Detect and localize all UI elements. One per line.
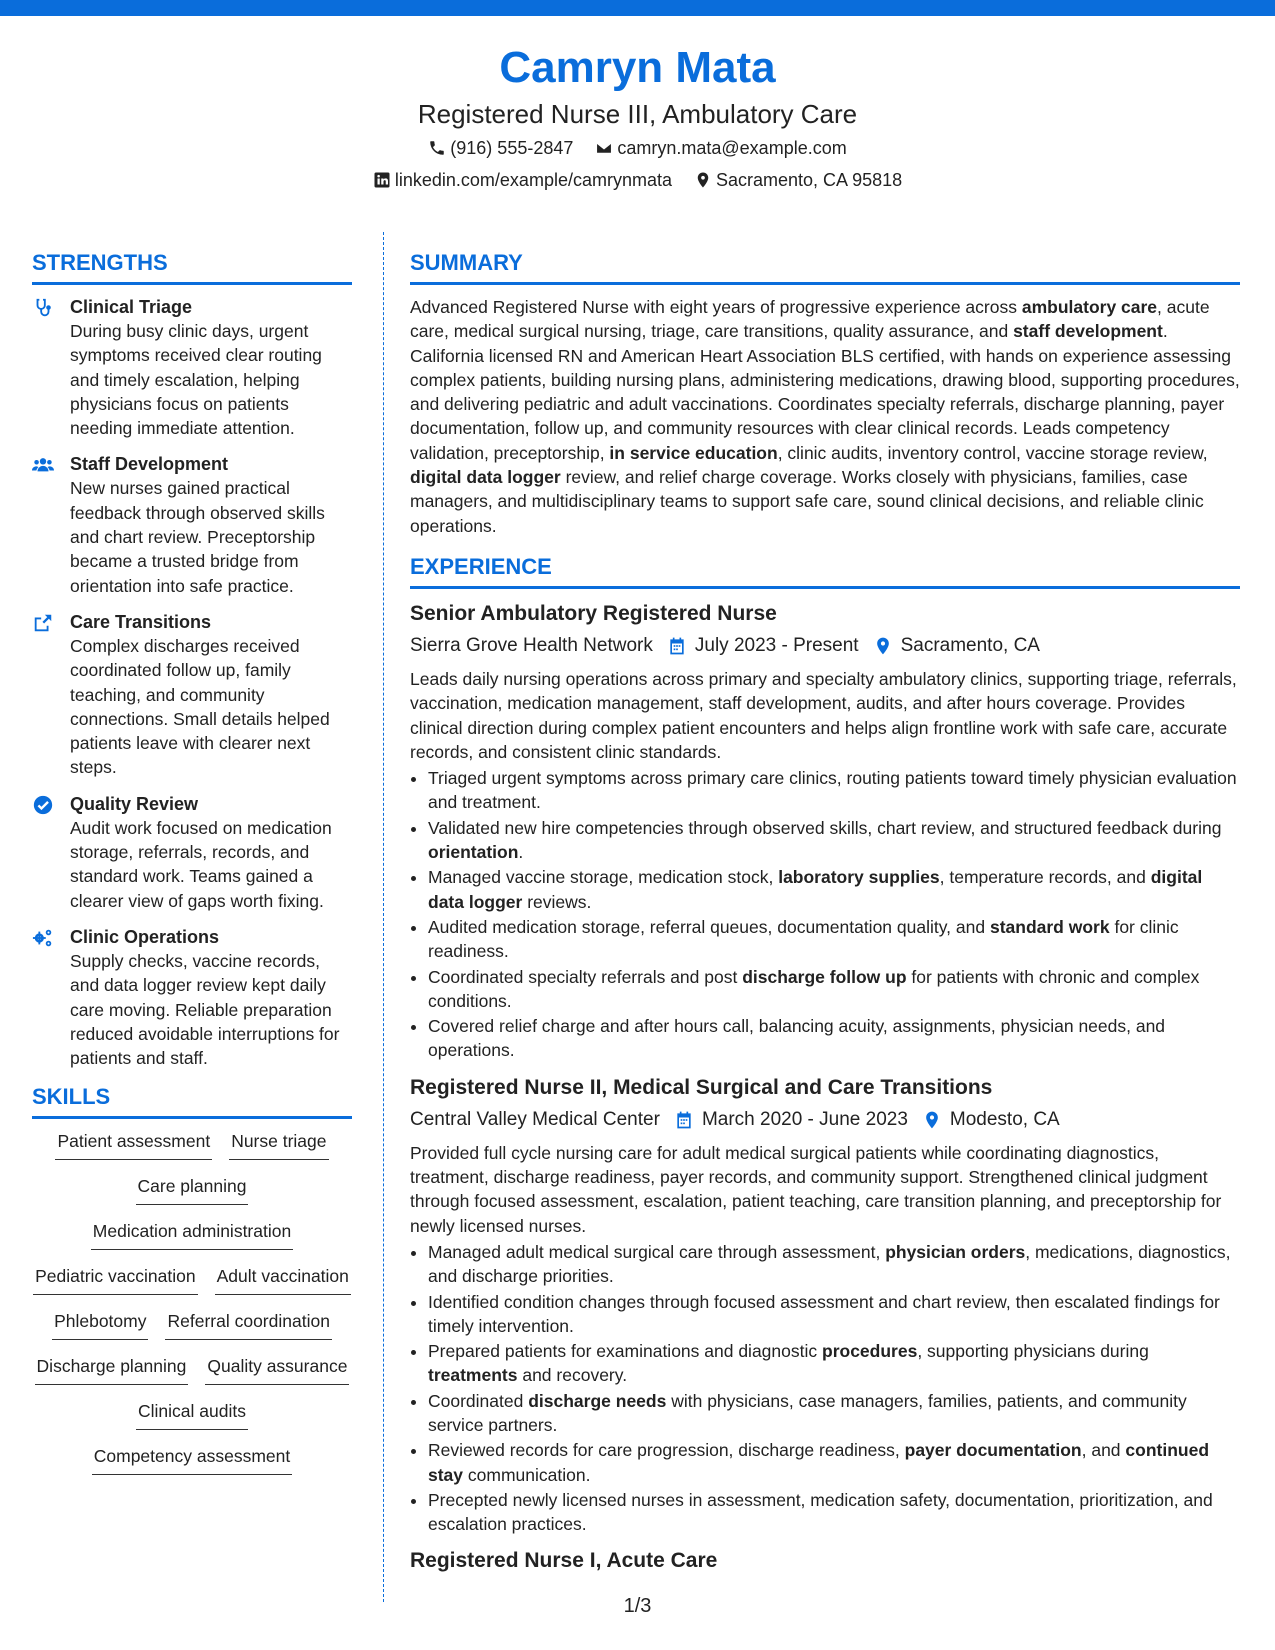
skill-tag: Discharge planning (35, 1354, 189, 1385)
strength-name: Staff Development (70, 454, 229, 475)
skill-tag: Competency assessment (92, 1444, 292, 1475)
strength-desc: Audit work focused on medication storage, referrals, records, and standard work. Teams gained a clearer view of gaps worth fixing. (70, 817, 332, 911)
bullet-item (428, 865, 1240, 914)
resume-header (0, 40, 1275, 196)
skill-tag: Care planning (136, 1174, 249, 1205)
bold-text: standard work (989, 916, 1110, 937)
job-description: Leads daily nursing operations across primary and specialty ambulatory clinics, supporting triage, referrals, vaccination, medication management, staff development, audits, and after hours coverage. Provides clinical direction during complex patient encounters and helps align frontline work with safe care, accurate records, and consistent clinic standards. (410, 668, 1237, 762)
text-run: and recovery. (517, 1365, 628, 1386)
bullet-item (428, 915, 1240, 964)
bold-text: discharge needs (528, 1390, 667, 1411)
text-run: for patients with chronic and complex conditions. (428, 966, 1200, 1011)
strength-item (32, 792, 352, 913)
job-bullets (410, 766, 1240, 1063)
job-title: Senior Ambulatory Registered Nurse (410, 601, 777, 625)
bold-text: orientation (428, 842, 519, 863)
gears-icon (32, 927, 54, 949)
summary-text (410, 295, 1240, 538)
right-column (410, 248, 1240, 1578)
job-location: Sacramento, CA (900, 634, 1040, 656)
skill-tag: Phlebotomy (52, 1309, 148, 1340)
envelope-icon (595, 139, 613, 157)
job-dates: July 2023 - Present (694, 634, 859, 656)
text-run: , and (1081, 1440, 1126, 1461)
skill-tag: Medication administration (91, 1219, 293, 1250)
bold-text: continued stay (428, 1440, 1210, 1485)
text-run: with physicians, case managers, families, patients, and community service partners. (428, 1390, 1187, 1435)
bullet-item (428, 1339, 1240, 1388)
text-run: , temperature records, and (939, 867, 1151, 888)
users-icon (32, 454, 54, 476)
text-run: . (518, 842, 524, 863)
calendar-icon (674, 1110, 694, 1130)
bullet-item (428, 965, 1240, 1014)
job-meta (410, 631, 1240, 661)
text-run: Prepared patients for examinations and diagnostic (428, 1341, 822, 1362)
text-run: , clinic audits, inventory control, vaccine storage review, (777, 442, 1208, 463)
phone-contact[interactable] (428, 132, 573, 164)
strengths-heading: STRENGTHS (32, 248, 352, 285)
text-run: Advanced Registered Nurse with eight years of progressive experience across (410, 297, 1022, 317)
job-company: Central Valley Medical Center (410, 1108, 660, 1130)
page-number: 1/3 (623, 1595, 652, 1617)
share-icon (32, 612, 54, 634)
job-entry (410, 599, 1240, 1063)
skill-tag: Pediatric vaccination (33, 1264, 198, 1295)
candidate-name: Camryn Mata (499, 43, 776, 92)
skill-tag: Patient assessment (55, 1129, 212, 1160)
bullet-item (428, 816, 1240, 865)
strength-item (32, 452, 352, 597)
job-location: Modesto, CA (949, 1108, 1060, 1130)
bold-text: physician orders (885, 1241, 1026, 1262)
skill-tag: Nurse triage (229, 1129, 328, 1160)
text-run: , medications, diagnostics, and discharge priorities. (428, 1241, 1231, 1287)
contact-row-2 (0, 164, 1275, 196)
job-title: Registered Nurse II, Medical Surgical and Care Transitions (410, 1075, 993, 1099)
text-run: Audited medication storage, referral queues, documentation quality, and (428, 916, 990, 937)
linkedin-text: linkedin.com/example/camrynmata (394, 170, 672, 190)
location-contact (694, 164, 902, 196)
text-run: Managed adult medical surgical care through assessment, (428, 1241, 886, 1262)
bold-text: treatments (428, 1365, 518, 1386)
text-run: reviews. (522, 891, 592, 912)
strength-desc: New nurses gained practical feedback through observed skills and chart review. Preceptorship became a trusted bridge from orientation into safe practice. (70, 478, 325, 596)
job-entry (410, 1073, 1240, 1537)
bullet-item (428, 1488, 1240, 1537)
strength-name: Care Transitions (70, 611, 212, 632)
bold-text: staff development (1013, 321, 1163, 342)
linkedin-contact[interactable] (373, 164, 672, 196)
skill-tag: Adult vaccination (215, 1264, 351, 1295)
strength-name: Clinical Triage (70, 297, 193, 317)
text-run: for clinic readiness. (428, 916, 1179, 962)
bold-text: discharge follow up (742, 966, 907, 987)
text-run: Triaged urgent symptoms across primary care clinics, routing patients toward timely physician evaluation and treatment. (428, 768, 1237, 813)
map-pin-icon (873, 636, 893, 656)
job-dates: March 2020 - June 2023 (701, 1108, 908, 1130)
map-pin-icon (922, 1110, 942, 1130)
left-column (32, 248, 352, 1489)
column-divider (383, 232, 384, 1602)
job-description: Provided full cycle nursing care for adult medical surgical patients while coordinating diagnostics, treatment, discharge readiness, payer records, and community support. Strengthened clinical judgment through focused assessment, escalation, patient teaching, care transition planning, and preceptorship for newly licensed nurses. (410, 1142, 1222, 1236)
location-text: Sacramento, CA 95818 (716, 170, 903, 190)
strength-name: Clinic Operations (70, 926, 220, 947)
strength-desc: During busy clinic days, urgent symptoms received clear routing and timely escalation, helping physicians focus on patients needing immediate attention. (70, 321, 322, 439)
text-run: Precepted newly licensed nurses in assessment, medication safety, documentation, prioritization, and escalation practices. (428, 1489, 1213, 1535)
bold-text: in service education (609, 442, 778, 463)
bullet-item (428, 766, 1240, 815)
bold-text: laboratory supplies (778, 867, 940, 888)
email-contact[interactable] (595, 132, 846, 164)
skill-tag: Referral coordination (165, 1309, 331, 1340)
skills-heading: SKILLS (32, 1082, 352, 1119)
calendar-icon (667, 636, 687, 656)
strength-name: Quality Review (70, 793, 199, 814)
bold-text: payer documentation (904, 1440, 1082, 1461)
bold-text: procedures (822, 1341, 918, 1362)
text-run: Reviewed records for care progression, discharge readiness, (428, 1440, 905, 1461)
text-run: . California licensed RN and American Heart Association BLS certified, with hands on experience assessing complex patients, building nursing plans, administering medications, drawing blood, supporting procedures, and delivering pediatric and adult vaccinations. Coordinates specialty referrals, discharge planning, payer documentation, follow up, and community resources with clear clinical records. Leads competency validation, preceptorship, (410, 321, 1240, 463)
job-meta (410, 1105, 1240, 1135)
text-run: Validated new hire competencies through observed skills, chart review, and structured feedback during (428, 817, 1222, 838)
skills-list (32, 1129, 352, 1489)
text-run: , supporting physicians during (917, 1341, 1149, 1362)
job-bullets (410, 1240, 1240, 1537)
check-circle-icon (32, 794, 54, 816)
text-run: review, and relief charge coverage. Works closely with physicians, families, case managers, and multidisciplinary teams to support safe care, sound clinical decisions, and reliable clinic operations. (410, 467, 1204, 536)
bullet-item (428, 1014, 1240, 1063)
skill-tag: Quality assurance (205, 1354, 349, 1385)
strength-desc: Complex discharges received coordinated follow up, family teaching, and community connections. Small details helped patients leave with clearer next steps. (70, 635, 330, 778)
phone-text: (916) 555-2847 (450, 138, 574, 158)
bullet-item (428, 1240, 1240, 1289)
strength-item (32, 925, 352, 1070)
top-accent-bar (0, 0, 1275, 16)
bullet-item (428, 1389, 1240, 1438)
bold-text: ambulatory care (1021, 297, 1158, 317)
text-run: Managed vaccine storage, medication stock, (428, 867, 779, 888)
contact-row-1 (0, 132, 1275, 164)
stethoscope-icon (32, 297, 54, 319)
text-run: Identified condition changes through focused assessment and chart review, then escalated findings for timely intervention. (428, 1291, 1220, 1336)
email-text: camryn.mata@example.com (617, 138, 847, 158)
candidate-title: Registered Nurse III, Ambulatory Care (417, 99, 858, 129)
strength-item (32, 295, 352, 440)
strength-desc: Supply checks, vaccine records, and data logger review kept daily care moving. Reliable preparation reduced avoidable interruptions for patients and staff. (70, 950, 340, 1069)
text-run: , acute care, medical surgical nursing, triage, care transitions, quality assurance, and (410, 297, 1210, 342)
phone-icon (428, 139, 446, 157)
map-pin-icon (694, 171, 712, 189)
summary-heading: SUMMARY (410, 248, 1240, 285)
experience-heading: EXPERIENCE (410, 552, 1240, 589)
bullet-item (428, 1438, 1240, 1487)
bold-text: digital data logger (428, 867, 1203, 912)
text-run: Coordinated specialty referrals and post (428, 966, 743, 987)
job-company: Sierra Grove Health Network (410, 634, 653, 656)
bold-text: digital data logger (410, 467, 561, 488)
skill-tag: Clinical audits (136, 1399, 248, 1430)
bullet-item (428, 1290, 1240, 1339)
text-run: Covered relief charge and after hours call, balancing acuity, assignments, physician needs, and operations. (428, 1016, 1166, 1061)
job-title: Registered Nurse I, Acute Care (410, 1549, 718, 1573)
strength-item (32, 610, 352, 780)
text-run: Coordinated (428, 1390, 529, 1411)
text-run: communication. (463, 1464, 591, 1485)
linkedin-icon (373, 171, 391, 189)
